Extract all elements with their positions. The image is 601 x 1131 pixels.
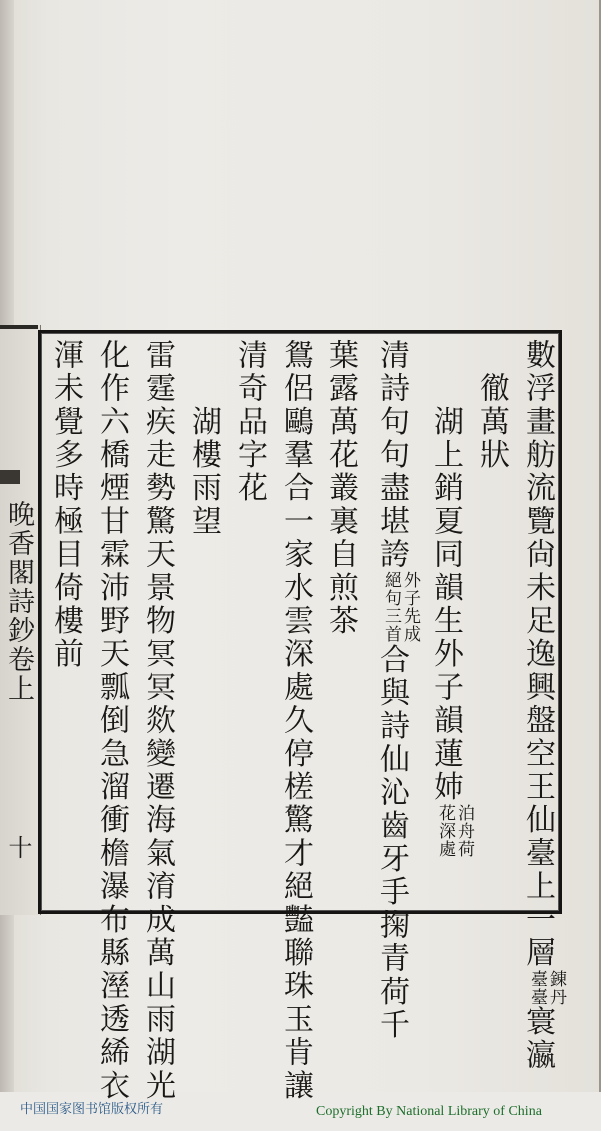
text-column-2 [472,339,510,472]
interlinear-note [435,804,473,858]
page-number: 十 [4,835,32,859]
poem-title-column [426,339,473,858]
note-line: 臺臺 [527,969,547,1006]
volume-title: 晚香閣詩鈔卷上 [3,500,34,703]
text-column-11 [46,339,84,671]
interlinear-note [527,970,565,1006]
column-main-text: 鴛侶鷗羣合一家水雲深處久停槎驚才絕豔聯珠玉肯讓 [278,339,313,1103]
column-main-text: 數浮畫舫流覽尙未足逸興盤空王仙臺上一層 [520,339,555,970]
column-main-text: 葉露萬花叢裏自煎茶 [323,339,358,638]
note-line: 外子先成 [400,571,420,644]
text-column-7 [230,339,268,505]
column-main-text: 湖上銷夏同韻生外子韻蓮姉 [428,339,463,804]
note-line: 花深處 [435,803,455,858]
column-tail-text: 寰瀛 [520,1005,555,1073]
note-line: 泊舟荷 [454,803,474,858]
note-line: 錬丹 [546,969,566,1006]
column-main-text: 清奇品字花 [232,339,267,505]
column-main-text: 化作六橋煙甘霖沛野天瓢倒急溜衝檐瀑布縣溼透絺衣 [94,339,129,1103]
text-frame [38,330,566,1103]
column-main-text: 湖樓雨望 [186,339,221,539]
interlinear-note [381,571,419,643]
column-main-text: 渾未覺多時極目倚樓前 [48,339,83,671]
copyright-en: Copyright By National Library of China [316,1104,542,1119]
strip-border-top [0,325,38,329]
text-column-10 [92,339,130,1103]
poem-title-column [184,339,222,538]
column-tail-text: 合與詩仙沁齒牙手掬青荷千 [374,643,409,1042]
column-main-text: 雷霆疾走勢驚天景物冥冥欻變遷海氣淯成萬山雨湖光 [140,339,175,1103]
text-column-4 [372,339,419,1042]
note-line: 絕句三首 [381,571,401,644]
column-main-text: 徹萬狀 [474,339,509,472]
text-column-1 [518,339,565,1072]
copyright-cn: 中国国家图书馆版权所有 [20,1102,164,1117]
text-column-6 [276,339,314,1103]
fishtail-mark [0,470,20,484]
text-column-9 [138,339,176,1103]
text-column-5 [321,339,359,638]
column-main-text: 清詩句句盡堪誇 [374,339,409,572]
